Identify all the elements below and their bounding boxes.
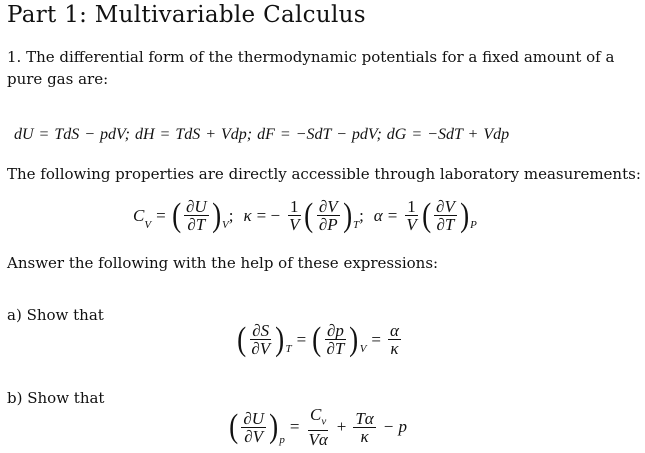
page-title: Part 1: Multivariable Calculus — [7, 2, 366, 28]
paren-open: ( — [304, 196, 314, 234]
numerator: α — [390, 321, 399, 340]
minus-p: − p — [382, 417, 407, 437]
subscript: T — [285, 343, 292, 355]
paren-close: ) — [342, 196, 352, 234]
potentials-equation: dU = TdS − pdV; dH = TdS + Vdp; dF = −SdT − pdV; dG = −SdT + Vdp — [14, 126, 510, 143]
paren-close: ) — [275, 320, 285, 358]
answer-text: Answer the following with the help of these expressions: — [7, 254, 439, 272]
equals: = — [289, 417, 300, 437]
cv-symbol: C — [133, 205, 145, 225]
numerator: 1 — [407, 197, 416, 216]
kappa-symbol: κ — [243, 205, 252, 225]
definitions-equation — [133, 198, 477, 233]
denominator: ∂T — [187, 215, 206, 234]
properties-text: The following properties are directly accessible through laboratory measurements: — [7, 165, 641, 183]
paren-open: ( — [312, 320, 322, 358]
prefactor — [287, 198, 301, 233]
equals: = — [371, 329, 382, 349]
separator: ; — [228, 205, 234, 225]
question-number: 1. — [7, 48, 22, 66]
kappa-fraction — [317, 198, 340, 233]
subscript: V — [222, 219, 229, 231]
denominator: κ — [390, 339, 399, 358]
cv-symbol: C — [309, 405, 322, 424]
fraction — [353, 410, 375, 445]
subscript: p — [279, 434, 285, 447]
denominator: ∂P — [318, 215, 338, 234]
paren-open: ( — [171, 196, 181, 234]
fraction — [388, 322, 401, 357]
paren-close: ) — [349, 320, 359, 358]
alpha-fraction — [434, 198, 457, 233]
equals: = — [296, 329, 307, 349]
numerator: ∂V — [436, 197, 455, 216]
denominator: ∂T — [326, 339, 345, 358]
prefactor — [404, 198, 418, 233]
paren-open: ( — [229, 408, 239, 446]
intro-line-1: The differential form of the thermodynamic potentials for a fixed amount of a — [26, 48, 615, 66]
equals: = — [387, 205, 398, 225]
subscript: v — [321, 415, 327, 428]
equals: = − — [256, 205, 281, 225]
cv-fraction — [184, 198, 209, 233]
paren-open: ( — [237, 320, 247, 358]
fraction — [325, 322, 347, 357]
plus: + — [336, 417, 347, 437]
subscript: T — [352, 219, 360, 231]
fraction — [249, 322, 272, 357]
part-a-equation — [236, 322, 403, 357]
part-b-equation — [228, 406, 412, 448]
fraction — [241, 410, 266, 445]
separator: ; — [359, 205, 364, 225]
denominator: V — [289, 215, 300, 234]
alpha-symbol: α — [373, 205, 383, 225]
numerator: ∂U — [243, 408, 265, 428]
numerator: Tα — [355, 408, 374, 428]
numerator: ∂U — [186, 197, 207, 216]
question-intro — [7, 46, 639, 90]
paren-close: ) — [211, 196, 221, 234]
numerator: ∂p — [326, 321, 344, 340]
intro-line-2: pure gas are: — [7, 70, 109, 88]
numerator: ∂S — [252, 321, 270, 340]
part-a-label: a) Show that — [7, 306, 104, 324]
fraction — [306, 406, 329, 448]
numerator: 1 — [290, 197, 299, 216]
paren-close: ) — [459, 196, 470, 234]
denominator: V — [406, 215, 417, 234]
subscript: P — [470, 219, 477, 231]
numerator: ∂V — [318, 197, 338, 216]
subscript: V — [359, 343, 367, 355]
numerator — [308, 406, 328, 431]
denominator: ∂V — [251, 339, 271, 358]
denominator: ∂V — [244, 426, 264, 446]
paren-close: ) — [269, 408, 279, 446]
part-b-label: b) Show that — [7, 389, 105, 407]
denominator: ∂T — [436, 215, 455, 234]
cv-subscript: V — [144, 219, 152, 231]
denominator: Vα — [308, 430, 328, 450]
paren-open: ( — [421, 196, 431, 234]
denominator: κ — [360, 426, 369, 446]
equals: = — [156, 205, 166, 225]
